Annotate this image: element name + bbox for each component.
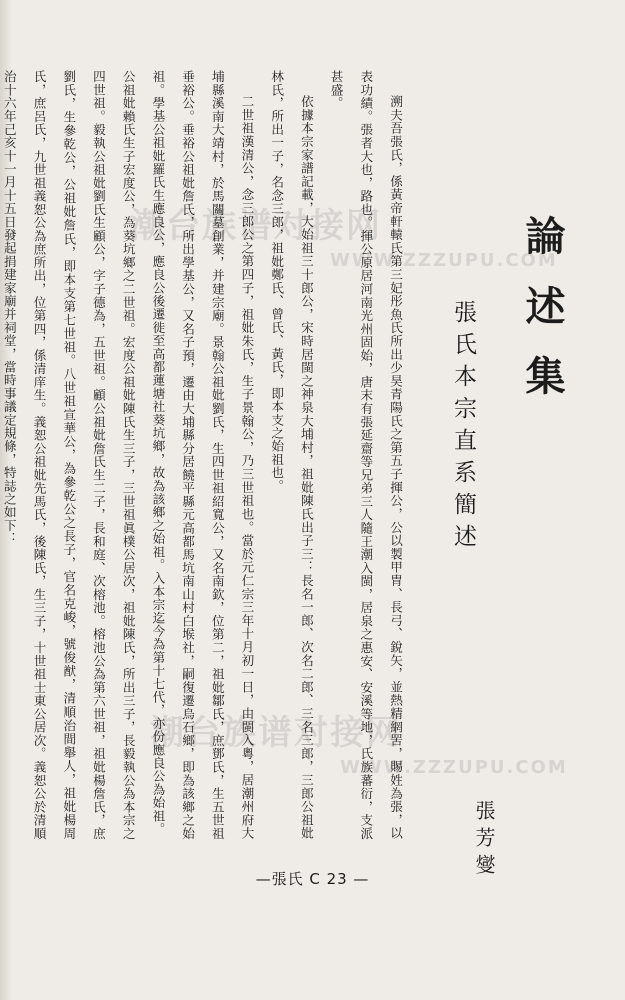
watermark-url: WWW.ZZZUPU.COM (330, 250, 558, 271)
article-subtitle: 張氏本宗直系簡述 (450, 300, 476, 556)
page-number: —張氏 C 23 — (255, 870, 370, 888)
watermark-text: 潮台族谱对接网 (150, 713, 402, 753)
paragraph-origin: 溯夫吾張氏，係黃帝軒轅氏第三妃彤魚氏所出少昊青陽氏之第五子揮公，公以製甲胄、長弓、銳矢，並熱精網罟，賜姓為張，以表功績。張者大也，路也。揮公原居河南光州固始，唐末有張延齋等兄弟三人隨王潮入閩，居泉之惠安、安溪等地，氏族蕃衍，支派甚盛。 (328, 70, 403, 840)
page-title: 論述集 (519, 215, 566, 425)
paragraph-migration: 二世祖漢清公，念三郎公之第四子，祖妣朱氏，生子景翰公，乃三世祖也。當於元仁宗三年十月初一日，由閩入粵，居潮州府大埔縣溪南大靖村，於馬關墓創業，并建宗廟。景翰公祖妣劉氏，生四世祖紹寬公，又名南欽，位第二，祖妣鄒氏，庶鄧氏，生五世祖垂裕公。垂裕公祖妣詹氏，所出學基公，又名子預，遷由大埔縣分居饒平縣元高都馬坑南山村白堠社，嗣復遷烏石鄉，即為該鄉之始祖。學基公祖妣羅氏生應良公，應良公後遷徙至高都蓮塘社葵坑鄉，故為該鄉之始祖。入本宗迄今為第十七代，亦份應良公為始祖。 (150, 70, 255, 840)
watermark-url: WWW.ZZZUPU.COM (340, 757, 568, 778)
paragraph-genealogy: 依據本宗家譜記載，大始祖三十郎公，宋時居閩之神泉大埔村，祖妣陳氏出子三：長名一郎、次名二郎、三名三郎，三郎公祖妣林氏，所出一子，名念三郎，祖妣鄭氏、曾氏、黃氏，即本支之始祖也。 (269, 70, 314, 840)
paragraph-descendants: 公祖妣賴氏生子宏度公，為葵坑鄉之二世祖。宏度公祖妣陳氏生三子，三世祖眞樸公居次，祖妣陳氏，所出三子，長毅執公為本宗之四世祖。毅執公祖妣劉氏生顧公，字子德為，五世祖。顧公祖妣詹氏生二子，長和庭、次榕池。榕池公為第六世祖，祖妣楊詹氏，庶劉氏，生參乾公，公祖妣詹氏，即本支第七世祖。八世祖宣華公，為參乾公之長子，官名克峻，號俊猷，清順治間舉人，祖妣楊周氏，庶呂氏，九世祖義恕公為庶所出，位第四，係清庠生。義恕公祖妣先馬氏，後陳氏，生三子，十世祖士東公居次。義恕公於清順治十六年己亥十一月十五日發起捐建家廟并祠堂，當時事議定規條，特誌之如下： (1, 70, 136, 840)
watermark-text: 潮台族谱对接网 (130, 206, 382, 246)
article-body (0, 70, 410, 840)
author-name: 張芳燮 (472, 800, 496, 881)
